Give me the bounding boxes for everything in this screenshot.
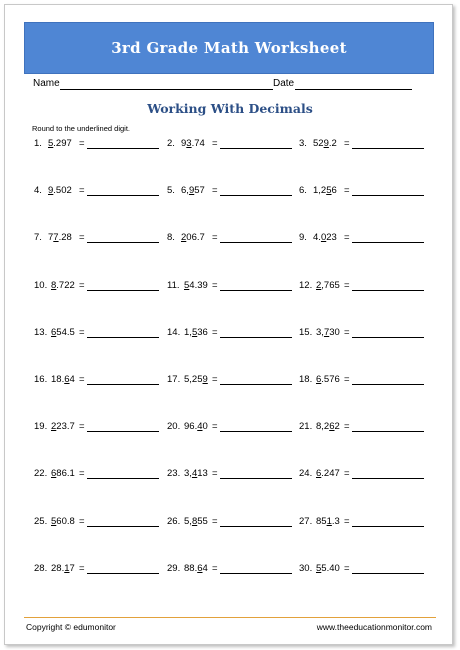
decimal-suffix: 57 <box>194 185 205 197</box>
problem-item <box>167 374 292 388</box>
decimal-prefix: 85 <box>316 515 327 527</box>
decimal-suffix: 54.5 <box>56 326 75 338</box>
underlined-digit: 6 <box>197 562 203 574</box>
answer-blank[interactable] <box>87 148 159 149</box>
underlined-digit: 9 <box>323 138 329 149</box>
decimal-prefix: 88. <box>184 562 198 574</box>
problem-decimal <box>184 327 208 338</box>
equals-sign: = <box>344 232 350 244</box>
problem-number: 13. <box>34 326 48 338</box>
equals-sign: = <box>79 279 85 291</box>
decimal-prefix: 3, <box>316 326 324 338</box>
decimal-suffix: 23.7 <box>56 421 75 433</box>
problem-number: 18. <box>299 374 313 385</box>
underlined-digit: 6 <box>316 374 322 385</box>
underlined-digit: 2 <box>51 421 57 433</box>
answer-blank[interactable] <box>220 148 292 149</box>
underlined-digit: 3 <box>186 138 192 149</box>
equals-sign: = <box>344 185 350 197</box>
problem-decimal <box>184 516 208 527</box>
answer-blank[interactable] <box>352 290 424 291</box>
problem-number: 1. <box>34 138 42 149</box>
website-text: www.theeducationmonitor.com <box>316 622 432 632</box>
problem-decimal <box>51 563 75 574</box>
underlined-digit: 6 <box>51 326 57 338</box>
problem-item <box>34 421 159 435</box>
problem-number: 6. <box>299 185 307 197</box>
problem-decimal <box>184 563 208 574</box>
decimal-suffix: .722 <box>56 279 75 291</box>
problem-item <box>299 516 424 530</box>
problem-number: 12. <box>299 279 313 291</box>
equals-sign: = <box>344 374 350 385</box>
worksheet-title: 3rd Grade Math Worksheet <box>24 22 434 74</box>
decimal-prefix: 4. <box>313 232 321 244</box>
equals-sign: = <box>344 421 350 433</box>
equals-sign: = <box>79 562 85 574</box>
problem-item <box>167 421 292 435</box>
underlined-digit: 6 <box>51 468 57 480</box>
answer-blank[interactable] <box>352 337 424 338</box>
problem-number: 2. <box>167 138 175 149</box>
equals-sign: = <box>79 421 85 433</box>
decimal-suffix: 2 <box>334 421 340 433</box>
decimal-prefix: 7 <box>48 232 54 244</box>
copyright-text: Copyright © edumonitor <box>26 622 116 632</box>
problem-item <box>299 185 424 199</box>
problem-item <box>34 280 159 294</box>
answer-blank[interactable] <box>352 148 424 149</box>
problem-decimal <box>313 232 337 243</box>
decimal-suffix: 0 <box>202 421 208 433</box>
decimal-prefix: 18. <box>51 374 65 385</box>
underlined-digit: 9 <box>202 374 208 385</box>
problem-item <box>34 138 159 152</box>
problem-number: 26. <box>167 515 181 527</box>
problem-decimal <box>181 185 205 196</box>
problem-item <box>34 232 159 246</box>
underlined-digit: 5 <box>184 279 190 291</box>
problem-number: 22. <box>34 468 48 480</box>
answer-blank[interactable] <box>87 384 159 385</box>
problem-decimal <box>313 138 337 149</box>
decimal-suffix: 55 <box>197 515 208 527</box>
equals-sign: = <box>212 468 218 480</box>
underlined-digit: 8 <box>191 515 198 527</box>
decimal-prefix: 28. <box>51 562 65 574</box>
decimal-prefix: 3, <box>184 468 192 480</box>
underlined-digit: 5 <box>48 138 54 149</box>
problem-item <box>299 374 424 388</box>
problem-number: 23. <box>167 468 181 480</box>
problem-decimal <box>51 280 75 291</box>
decimal-suffix: .502 <box>53 185 72 197</box>
problem-decimal <box>51 468 75 479</box>
problem-item <box>34 185 159 199</box>
answer-blank[interactable] <box>87 431 159 432</box>
problem-decimal <box>316 280 340 291</box>
problem-item <box>299 563 424 577</box>
worksheet-subtitle: Working With Decimals <box>147 101 313 116</box>
equals-sign: = <box>79 374 85 385</box>
problem-decimal <box>48 232 72 243</box>
problem-item <box>299 138 424 152</box>
underlined-digit: 6 <box>316 468 322 480</box>
answer-blank[interactable] <box>87 526 159 527</box>
problem-item <box>34 516 159 530</box>
problem-number: 16. <box>34 374 48 385</box>
decimal-prefix: 8,2 <box>316 421 330 433</box>
problem-decimal <box>316 563 340 574</box>
answer-blank[interactable] <box>352 431 424 432</box>
decimal-prefix: 96. <box>184 421 198 433</box>
problem-number: 19. <box>34 421 48 433</box>
problem-decimal <box>181 232 205 243</box>
equals-sign: = <box>212 374 218 385</box>
equals-sign: = <box>212 185 218 197</box>
decimal-suffix: .247 <box>321 468 340 480</box>
problem-number: 3. <box>299 138 307 149</box>
answer-blank[interactable] <box>352 384 424 385</box>
problem-number: 27. <box>299 515 313 527</box>
decimal-suffix: 60.8 <box>56 515 75 527</box>
problem-decimal <box>181 138 205 149</box>
problem-number: 5. <box>167 185 175 197</box>
equals-sign: = <box>212 421 218 433</box>
answer-blank[interactable] <box>220 242 292 243</box>
decimal-suffix: .576 <box>321 374 340 385</box>
problem-decimal <box>51 327 75 338</box>
decimal-prefix: 6, <box>181 185 189 197</box>
equals-sign: = <box>344 326 350 338</box>
problem-decimal <box>51 516 75 527</box>
problem-item <box>167 280 292 294</box>
problem-number: 14. <box>167 326 181 338</box>
answer-blank[interactable] <box>220 384 292 385</box>
answer-blank[interactable] <box>220 478 292 479</box>
problem-number: 11. <box>167 279 180 291</box>
problem-number: 30. <box>299 562 313 574</box>
equals-sign: = <box>344 468 350 480</box>
problem-decimal <box>316 468 340 479</box>
problem-decimal <box>313 185 337 196</box>
problem-decimal <box>316 516 340 527</box>
equals-sign: = <box>344 138 350 149</box>
problem-item <box>34 327 159 341</box>
decimal-suffix: 6 <box>331 185 337 197</box>
problem-item <box>299 280 424 294</box>
equals-sign: = <box>212 562 218 574</box>
problem-decimal <box>184 421 208 432</box>
decimal-suffix: .28 <box>58 232 72 244</box>
decimal-suffix: 36 <box>197 326 208 338</box>
problem-number: 4. <box>34 185 42 197</box>
problem-item <box>167 185 292 199</box>
underlined-digit: 5 <box>326 185 332 197</box>
problem-item <box>299 468 424 482</box>
problem-item <box>34 468 159 482</box>
answer-blank[interactable] <box>220 431 292 432</box>
problem-decimal <box>48 185 72 196</box>
equals-sign: = <box>79 468 85 480</box>
problem-number: 15. <box>299 326 313 338</box>
decimal-suffix: .297 <box>53 138 72 149</box>
problem-item <box>167 468 292 482</box>
decimal-prefix: 5,25 <box>184 374 203 385</box>
underlined-digit: 9 <box>48 185 54 197</box>
equals-sign: = <box>344 515 350 527</box>
problem-decimal <box>316 327 340 338</box>
decimal-prefix: 1, <box>184 326 192 338</box>
decimal-suffix: 4 <box>69 374 75 385</box>
underlined-digit: 2 <box>316 279 322 291</box>
problem-item <box>34 374 159 388</box>
equals-sign: = <box>212 138 218 149</box>
equals-sign: = <box>79 326 85 338</box>
decimal-suffix: 13 <box>197 468 208 480</box>
answer-blank[interactable] <box>87 290 159 291</box>
equals-sign: = <box>79 515 85 527</box>
problem-number: 29. <box>167 562 181 574</box>
decimal-suffix: 86.1 <box>56 468 75 480</box>
problem-number: 21. <box>299 421 313 433</box>
underlined-digit: 4 <box>197 421 203 433</box>
problem-item <box>299 327 424 341</box>
underlined-digit: 7 <box>323 326 330 338</box>
problem-number: 9. <box>299 232 307 244</box>
answer-blank[interactable] <box>87 573 159 574</box>
problem-decimal <box>184 374 208 385</box>
underlined-digit: 5 <box>191 326 198 338</box>
problem-number: 17. <box>167 374 181 385</box>
problem-number: 24. <box>299 468 313 480</box>
decimal-suffix: 23 <box>326 232 337 244</box>
underlined-digit: 0 <box>320 232 327 244</box>
problem-decimal <box>316 421 340 432</box>
answer-blank[interactable] <box>220 337 292 338</box>
problem-number: 20. <box>167 421 181 433</box>
decimal-suffix: .74 <box>191 138 205 149</box>
decimal-suffix: 30 <box>329 326 340 338</box>
name-label: Name <box>33 78 60 89</box>
underlined-digit: 6 <box>329 421 335 433</box>
problem-number: 7. <box>34 232 42 244</box>
problem-decimal <box>48 138 72 149</box>
problem-number: 25. <box>34 515 48 527</box>
equals-sign: = <box>344 562 350 574</box>
problem-number: 10. <box>34 279 48 291</box>
underlined-digit: 6 <box>64 374 70 385</box>
answer-blank[interactable] <box>87 478 159 479</box>
problem-decimal <box>51 421 75 432</box>
answer-blank[interactable] <box>352 526 424 527</box>
underlined-digit: 4 <box>191 468 198 480</box>
problem-item <box>299 421 424 435</box>
decimal-suffix: 4.39 <box>189 279 208 291</box>
decimal-suffix: 06.7 <box>186 232 205 244</box>
underlined-digit: 1 <box>326 515 332 527</box>
answer-blank[interactable] <box>352 195 424 196</box>
problem-item <box>34 563 159 577</box>
decimal-suffix: .2 <box>328 138 337 149</box>
underlined-digit: 5 <box>316 562 322 574</box>
underlined-digit: 5 <box>51 515 57 527</box>
date-label: Date <box>273 78 295 89</box>
equals-sign: = <box>212 232 218 244</box>
decimal-prefix: 52 <box>313 138 324 149</box>
equals-sign: = <box>79 185 85 197</box>
underlined-digit: 1 <box>64 562 70 574</box>
problem-number: 8. <box>167 232 175 244</box>
decimal-prefix: 9 <box>181 138 187 149</box>
answer-blank[interactable] <box>220 526 292 527</box>
footer-divider <box>24 617 436 618</box>
problem-item <box>167 516 292 530</box>
answer-blank[interactable] <box>220 290 292 291</box>
underlined-digit: 9 <box>188 185 195 197</box>
problem-decimal <box>184 468 208 479</box>
decimal-suffix: ,765 <box>321 279 340 291</box>
equals-sign: = <box>344 279 350 291</box>
equals-sign: = <box>79 138 85 149</box>
answer-blank[interactable] <box>220 573 292 574</box>
equals-sign: = <box>79 232 85 244</box>
problem-item <box>167 563 292 577</box>
answer-blank[interactable] <box>352 242 424 243</box>
problem-decimal <box>51 374 75 385</box>
answer-blank[interactable] <box>87 195 159 196</box>
answer-blank[interactable] <box>352 573 424 574</box>
problem-decimal <box>184 280 208 291</box>
problem-item <box>167 232 292 246</box>
underlined-digit: 8 <box>51 279 57 291</box>
underlined-digit: 2 <box>181 232 187 244</box>
decimal-suffix: 4 <box>202 562 208 574</box>
answer-blank[interactable] <box>87 242 159 243</box>
underlined-digit: 7 <box>53 232 59 244</box>
answer-blank[interactable] <box>87 337 159 338</box>
answer-blank[interactable] <box>220 195 292 196</box>
problem-item <box>299 232 424 246</box>
equals-sign: = <box>212 326 218 338</box>
equals-sign: = <box>212 515 218 527</box>
decimal-suffix: 7 <box>69 562 75 574</box>
decimal-suffix: .3 <box>331 515 340 527</box>
problem-number: 28. <box>34 562 48 574</box>
decimal-prefix: 1,2 <box>313 185 327 197</box>
problem-decimal <box>316 374 340 385</box>
equals-sign: = <box>212 279 218 291</box>
answer-blank[interactable] <box>352 478 424 479</box>
problem-item <box>167 138 292 152</box>
problem-item <box>167 327 292 341</box>
decimal-prefix: 5, <box>184 515 192 527</box>
decimal-suffix: 5.40 <box>321 562 340 574</box>
instructions: Round to the underlined digit. <box>32 124 130 133</box>
